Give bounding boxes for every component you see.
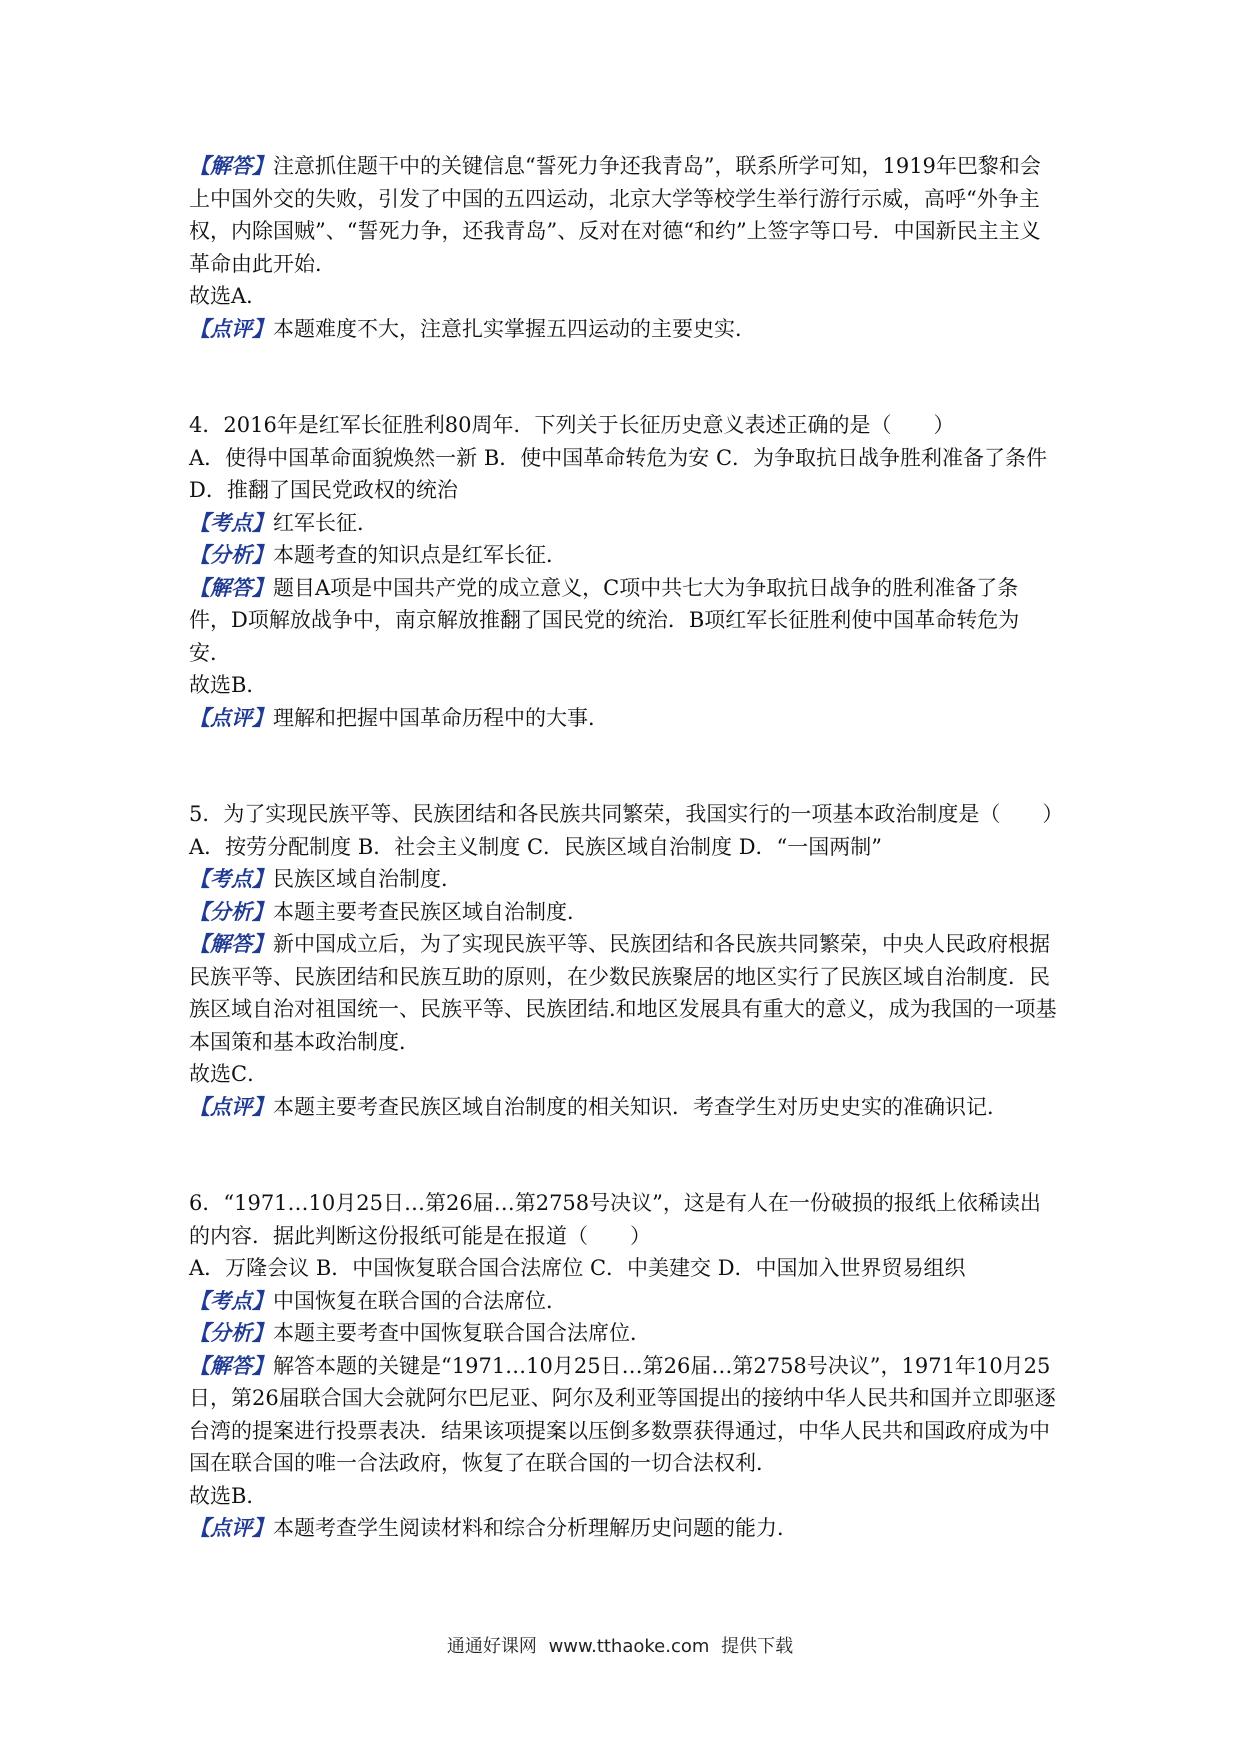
jieda-text: 新中国成立后，为了实现民族平等、民族团结和各民族共同繁荣，中央人民政府根据民族平等、民族团结和民族互助的原则，在少数民族聚居的地区实行了民族区域自治制度．民族区域自治对祖国统一、民族平等、民族团结.和地区发展具有重大的意义，成为我国的一项基本国策和基本政治制度． xyxy=(189,932,1057,1054)
dianping-text: 理解和把握中国革命历程中的大事． xyxy=(273,705,609,730)
dianping-tag: 【点评】 xyxy=(189,316,273,341)
jieda-tag: 【解答】 xyxy=(189,1353,273,1378)
fenxi-text: 本题主要考查中国恢复联合国合法席位． xyxy=(273,1321,651,1345)
dianping-tag: 【点评】 xyxy=(189,1516,273,1540)
dianping-paragraph xyxy=(189,1512,1059,1545)
jieda-paragraph xyxy=(189,150,1059,280)
question-options: A．按劳分配制度 B．社会主义制度 C．民族区域自治制度 D．“一国两制” xyxy=(189,834,882,859)
jieda-text: 解答本题的关键是“1971…10月25日…第26届…第2758号决议”，1971年10月25日，第26届联合国大会就阿尔巴尼亚、阿尔及利亚等国提出的接纳中华人民共和国并立即驱逐台湾的提案进行投票表决．结果该项提案以压倒多数票获得通过，中华人民共和国政府成为中国在联合国的唯一合法政府，恢复了在联合国的一切合法权利． xyxy=(189,1353,1056,1475)
question-3-explanation xyxy=(189,150,1059,345)
kaodian-paragraph xyxy=(189,507,1059,540)
answer-line: 故选B． xyxy=(189,673,268,697)
spacer xyxy=(189,734,1059,798)
question-options: A．使得中国革命面貌焕然一新 B．使中国革命转危为安 C．为争取抗日战争胜利准备了条件 D．推翻了国民党政权的统治 xyxy=(189,445,1048,502)
dianping-paragraph xyxy=(189,702,1059,735)
spacer xyxy=(189,1123,1059,1187)
jieda-text: 题目A项是中国共产党的成立意义，C项中共七大为争取抗日战争的胜利准备了条件，D项解放战争中，南京解放推翻了国民党的统治．B项红军长征胜利使中国革命转危为安． xyxy=(189,575,1020,665)
fenxi-text: 本题主要考查民族区域自治制度． xyxy=(273,899,588,924)
kaodian-paragraph xyxy=(189,863,1059,896)
jieda-tag: 【解答】 xyxy=(189,932,273,956)
jieda-tag: 【解答】 xyxy=(189,575,273,600)
footer-site-name: 通通好课网 xyxy=(446,1636,537,1657)
question-4 xyxy=(189,409,1059,734)
dianping-text: 本题主要考查民族区域自治制度的相关知识．考查学生对历史史实的准确识记． xyxy=(273,1094,1008,1119)
dianping-text: 本题难度不大，注意扎实掌握五四运动的主要史实． xyxy=(273,316,756,341)
dianping-paragraph xyxy=(189,1091,1059,1124)
dianping-tag: 【点评】 xyxy=(189,1094,273,1119)
kaodian-tag: 【考点】 xyxy=(189,1288,273,1313)
document-content xyxy=(189,150,1064,1545)
question-6 xyxy=(189,1187,1059,1545)
footer-url[interactable]: www.tthaoke.com xyxy=(548,1636,710,1657)
spacer xyxy=(189,345,1059,409)
jieda-tag: 【解答】 xyxy=(189,154,273,178)
fenxi-paragraph xyxy=(189,1317,1059,1350)
kaodian-text: 民族区域自治制度． xyxy=(273,867,462,891)
dianping-paragraph xyxy=(189,313,1059,346)
answer-line: 故选C． xyxy=(189,1062,269,1086)
question-5 xyxy=(189,798,1064,1123)
kaodian-tag: 【考点】 xyxy=(189,510,273,535)
answer-line: 故选B． xyxy=(189,1483,268,1508)
kaodian-tag: 【考点】 xyxy=(189,867,273,891)
question-stem: 5．为了实现民族平等、民族团结和各民族共同繁荣，我国实行的一项基本政治制度是（ ） xyxy=(189,802,1064,826)
fenxi-paragraph xyxy=(189,539,1059,572)
question-options: A．万隆会议 B．中国恢复联合国合法席位 C．中美建交 D．中国加入世界贸易组织 xyxy=(189,1256,966,1280)
jieda-paragraph xyxy=(189,1350,1059,1480)
page-footer xyxy=(0,1632,1240,1658)
jieda-paragraph xyxy=(189,928,1059,1058)
footer-suffix: 提供下载 xyxy=(721,1636,794,1657)
jieda-text: 注意抓住题干中的关键信息“誓死力争还我青岛”，联系所学可知，1919年巴黎和会上中国外交的失败，引发了中国的五四运动，北京大学等校学生举行游行示威，高呼“外争主权，内除国贼”、“誓死力争，还我青岛”、反对在对德“和约”上签字等口号．中国新民主主义革命由此开始． xyxy=(189,154,1041,276)
fenxi-tag: 【分析】 xyxy=(189,543,273,567)
dianping-tag: 【点评】 xyxy=(189,705,273,730)
kaodian-paragraph xyxy=(189,1285,1059,1318)
dianping-text: 本题考查学生阅读材料和综合分析理解历史问题的能力． xyxy=(273,1516,798,1540)
kaodian-text: 红军长征． xyxy=(273,510,378,535)
answer-line: 故选A． xyxy=(189,284,268,308)
fenxi-tag: 【分析】 xyxy=(189,1321,273,1345)
question-stem: 6．“1971…10月25日…第26届…第2758号决议”，这是有人在一份破损的报纸上依稀读出的内容．据此判断这份报纸可能是在报道（ ） xyxy=(189,1191,1041,1248)
jieda-paragraph xyxy=(189,572,1059,670)
fenxi-text: 本题考查的知识点是红军长征． xyxy=(273,543,567,567)
fenxi-tag: 【分析】 xyxy=(189,899,273,924)
kaodian-text: 中国恢复在联合国的合法席位． xyxy=(273,1288,567,1313)
fenxi-paragraph xyxy=(189,896,1059,929)
question-stem: 4．2016年是红军长征胜利80周年．下列关于长征历史意义表述正确的是（ ） xyxy=(189,413,955,437)
